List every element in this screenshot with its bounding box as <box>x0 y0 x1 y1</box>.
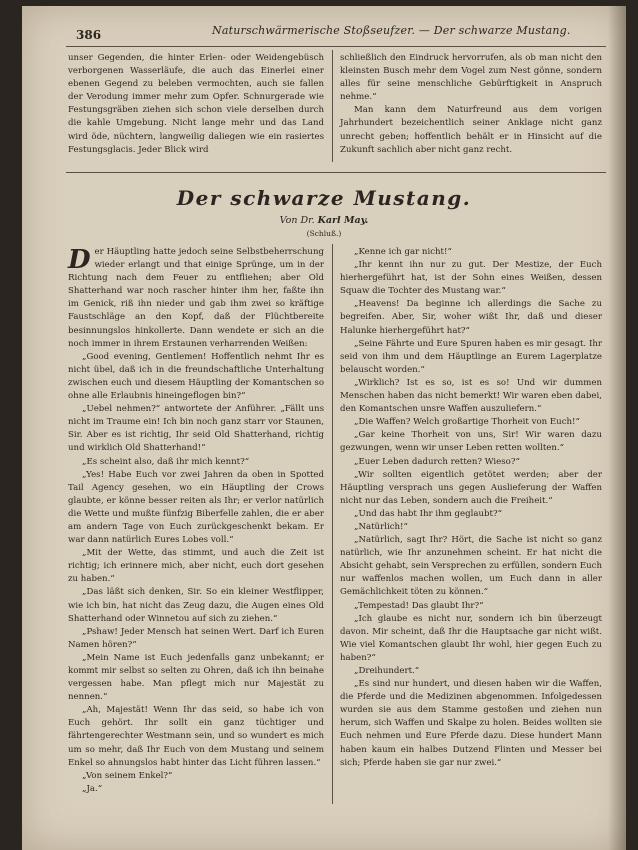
story-paragraph: „Mit der Wette, das stimmt, und auch die Zeit ist richtig; ich erinnere mich, aber nicht, euch dort gesehen zu haben.“ <box>68 548 324 585</box>
author-name: Karl May. <box>317 215 369 226</box>
story-paragraph: „Wirklich? Ist es so, ist es so! Und wir dummen Menschen haben das nicht bemerkt! Wir waren eben dabei, den Komantschen unsre Waffen auszuliefern.“ <box>340 377 602 415</box>
story-paragraph: „Natürlich, sagt Ihr? Hört, die Sache ist nicht so ganz natürlich, wie Ihr anzunehmen scheint. Er hat nicht die Absicht gehabt, sein Versprechen zu erfüllen, sondern Euch nur waffenlos machen wollen, um Euch dann in aller Gemächlichkeit töten zu können.“ <box>340 535 602 598</box>
story-paragraph: „Yes! Habe Euch vor zwei Jahren da oben in Spotted Tail Agency gesehen, wo ein Häuptling der Crows glaubte, er könne besser reiten als Ihr; er verlor natürlich die Wette und mußte fünfzig Biberfelle zahlen, die er aber am andern Tage von Euch zurückgeschenkt bekam. Er war dann natürlich Eures Lobes voll.“ <box>68 469 324 546</box>
story-paragraph: „Die Waffen? Welch großartige Thorheit von Euch!“ <box>354 417 580 428</box>
story-paragraph: „Ich glaube es nicht nur, sondern ich bin überzeugt davon. Mir scheint, daß Ihr die Hauptsache gar nicht wißt. Wie viel Komantschen glaubt Ihr wohl, hier gegen Euch zu haben?“ <box>340 613 602 663</box>
story-paragraph: „Es sind nur hundert, und diesen haben wir die Waffen, die Pferde und die Medizinen abgenommen. Infolgedessen wurden sie aus dem Stamme gestoßen und ziehen nun herum, sich Waffen und Skalpe zu holen. Beides wollten sie Euch nehmen und Eure Pferde dazu. Diese hundert Mann haben kaum ein halbes Dutzend Flinten und Messer bei sich; Pferde haben sie gar nur zwei.“ <box>340 679 602 768</box>
header-rule <box>66 46 606 47</box>
story-paragraph: „Mein Name ist Euch jedenfalls ganz unbekannt; er kommt mir selbst so selten zu Ohren, daß ich ihn beinahe vergessen habe. Man pflegt mich nur Majestät zu nennen.“ <box>68 652 324 703</box>
story-paragraph: „Seine Fährte und Eure Spuren haben es mir gesagt. Ihr seid von ihm und dem Häuptlinge an Eurem Lagerplatze belauscht worden.“ <box>340 338 602 375</box>
story-paragraph: „Von seinem Enkel?“ <box>82 770 173 781</box>
prev-article-left-column <box>68 52 324 157</box>
running-title: Naturschwärmerische Stoßseufzer. — Der schwarze Mustang. <box>212 24 571 37</box>
binding-shadow <box>608 6 626 850</box>
prev-article-text: unser Gegenden, die hinter Erlen- oder Weidengebüsch verborgenen Wasserläufe, die auch das Einerlei einer ebenen Gegend zu beleben vermochten, auch sie fallen der Verodung immer mehr zum Opfer. Schnurgerade wie Festungsgräben ziehen sich schon viele derselben durch die kahle Umgebung. Nicht lange mehr und das Land wird öde, nüchtern, langweilig daliegen wie ein rasiertes Festungsglacis. Jeder Blick wird <box>68 53 324 155</box>
story-paragraph: „Ihr kennt ihn nur zu gut. Der Mestize, der Euch hierhergeführt hat, ist der Sohn eines Weißen, dessen Squaw die Tochter des Mustang war.“ <box>340 260 602 297</box>
story-paragraph: „Good evening, Gentlemen! Hoffentlich nehmt Ihr es nicht übel, daß ich in die freundschaftliche Unterhaltung zwischen euch und diesem Häuptling der Komantschen so ohne alle Erlaubnis hineingeflogen bin?“ <box>68 351 324 402</box>
page-number: 386 <box>76 28 102 42</box>
story-paragraph: „Ja.“ <box>82 783 103 794</box>
story-paragraph: „Und das habt Ihr ihm geglaubt?“ <box>354 508 502 519</box>
story-paragraph: „Tempestad! Das glaubt Ihr?“ <box>354 600 484 611</box>
drop-cap: D <box>68 245 91 275</box>
story-paragraph: „Das läßt sich denken, Sir. So ein kleiner Westflipper, wie ich bin, hat nicht das Zeug dazu, die Augen eines Old Shatterhand oder Winnetou auf sich zu ziehen.“ <box>68 587 324 624</box>
story-paragraph: „Ah, Majestät! Wenn Ihr das seid, so habe ich von Euch gehört. Ihr sollt ein ganz tüchtiger und fährtengerechter Westmann sein, und so wundert es mich um so mehr, daß Ihr Euch von dem Mustang und seinem Enkel so ahnungslos habt hinter das Licht führen lassen.“ <box>68 705 324 768</box>
conclusion-note: (Schluß.) <box>306 229 342 238</box>
column-divider <box>332 50 333 162</box>
story-paragraph: „Euer Leben dadurch retten? Wieso?“ <box>354 456 520 467</box>
story-paragraph: „Heavens! Da beginne ich allerdings die Sache zu begreifen. Aber, Sir, woher wißt Ihr, daß und dieser Halunke hierhergeführt hat?“ <box>340 299 602 336</box>
prev-article-right-column <box>340 52 602 157</box>
prev-article-text: Man kann dem Naturfreund aus dem vorigen Jahrhundert bezeichentlich seiner Anklage nicht ganz unrecht geben; hoffentlich behält er in Hinsicht auf die Zukunft sachlich aber nicht ganz recht. <box>340 105 602 155</box>
author-prefix: Von Dr. <box>279 215 315 226</box>
story-paragraph <box>68 246 324 351</box>
story-paragraph: „Kenne ich gar nicht!“ <box>354 247 452 257</box>
story-paragraph: „Uebel nehmen?“ antwortete der Anführer. „Fällt uns nicht im Traume ein! Ich bin noch ganz starr vor Staunen, Sir. Aber es ist richtig, Ihr seid Old Shatterhand, richtig und wirklich Old Shatterhand!“ <box>68 404 324 454</box>
book-page <box>22 6 626 850</box>
story-paragraph-text: er Häuptling hatte jedoch seine Selbstbeherrschung wieder erlangt und that einige Sprünge, um in der Richtung nach dem Feuer zu entfliehen; aber Old Shatterhand war noch rascher hinter ihm her, faßte ihn im Genick, riß ihn nieder und gab ihm zwei so kräftige Faustschläge an den Kopf, daß der Flüchtbereite besinnungslos hinkollerte. Dann wendete er sich an die noch immer in ihrem Erstaunen verharrenden Weißen: <box>68 247 324 349</box>
story-paragraph: „Pshaw! Jeder Mensch hat seinen Wert. Darf ich Euren Namen hören?“ <box>68 626 324 650</box>
story-paragraph: „Es scheint also, daß ihr mich kennt?“ <box>82 456 250 467</box>
column-divider <box>332 244 333 804</box>
prev-article-text: schließlich den Eindruck hervorrufen, als ob man nicht den kleinsten Busch mehr dem Vogel zum Nest gönne, sondern alles für seine menschliche Gebürftigkeit in Anspruch nehme.“ <box>340 53 602 103</box>
story-left-column <box>68 246 324 796</box>
story-paragraph: „Gar keine Thorheit von uns, Sir! Wir waren dazu gezwungen, wenn wir unser Leben retten wollten.“ <box>340 430 602 454</box>
story-author <box>22 215 626 226</box>
story-paragraph: „Natürlich!“ <box>354 521 408 532</box>
story-right-column <box>340 246 602 770</box>
section-rule <box>66 172 606 173</box>
story-paragraph: „Wir sollten eigentlich getötet werden; aber der Häuptling versprach uns gegen Auslieferung der Waffen nicht nur das Leben, sondern auch die Freiheit.“ <box>340 469 602 506</box>
story-paragraph: „Dreihundert.“ <box>354 666 420 676</box>
story-title: Der schwarze Mustang. <box>176 186 472 210</box>
